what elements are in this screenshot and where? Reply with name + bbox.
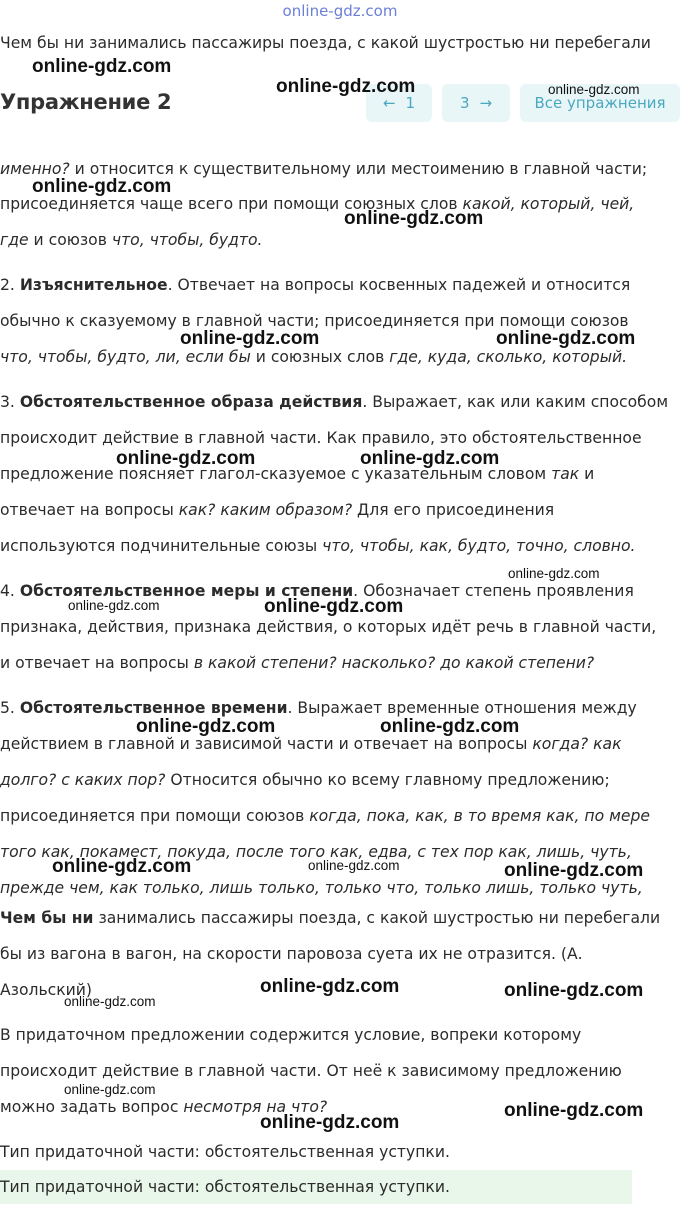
prev-exercise-label: 1 — [405, 94, 416, 112]
watermark: online-gdz.com — [64, 1082, 156, 1097]
watermark: online-gdz.com — [32, 176, 172, 197]
text-line: происходит действие в главной части. Как правило, это обстоятельственное — [0, 429, 642, 447]
text-line: действием в главной и зависимой части и отвечает на вопросы когда? как — [0, 735, 622, 753]
text-line: 3. Обстоятельственное образа действия. Выражает, как или каким способом — [0, 393, 669, 411]
text-line: что, чтобы, будто, ли, если бы и союзных слов где, куда, сколько, который. — [0, 348, 628, 366]
text-line: именно? и относится к существительному или местоимению в главной части; — [0, 160, 648, 178]
watermark: online-gdz.com — [548, 82, 640, 97]
watermark: online-gdz.com — [136, 716, 276, 737]
watermark: online-gdz.com — [504, 860, 644, 881]
text-line: присоединяется чаще всего при помощи союзных слов какой, который, чей, — [0, 195, 635, 213]
answer-box — [0, 1170, 632, 1204]
watermark: online-gdz.com — [260, 976, 400, 997]
site-watermark-top: online-gdz.com — [282, 2, 398, 20]
text-line: прежде чем, как только, лишь только, только что, только лишь, только чуть, — [0, 879, 643, 897]
text-line: присоединяется при помощи союзов когда, пока, как, в то время как, по мере — [0, 807, 650, 825]
text-line: используются подчинительные союзы что, чтобы, как, будто, точно, словно. — [0, 537, 636, 555]
text-line: можно задать вопрос несмотря на что? — [0, 1098, 328, 1116]
watermark: online-gdz.com — [68, 598, 160, 613]
text-line: 2. Изъяснительное. Отвечает на вопросы косвенных падежей и относится — [0, 276, 631, 294]
watermark: online-gdz.com — [380, 716, 520, 737]
text-line: 4. Обстоятельственное меры и степени. Обозначает степень проявления — [0, 582, 634, 600]
watermark: online-gdz.com — [64, 994, 156, 1009]
watermark: online-gdz.com — [504, 1100, 644, 1121]
text-line: где и союзов что, чтобы, будто. — [0, 231, 263, 249]
text-line: Тип придаточной части: обстоятельственная уступки. — [0, 1143, 450, 1161]
watermark: online-gdz.com — [504, 980, 644, 1001]
text-line: 5. Обстоятельственное времени. Выражает временные отношения между — [0, 699, 637, 717]
watermark: online-gdz.com — [496, 328, 636, 349]
page-title: Упражнение 2 — [0, 90, 172, 114]
watermark: online-gdz.com — [52, 856, 192, 877]
watermark: online-gdz.com — [508, 566, 600, 581]
text-line: бы из вагона в вагон, на скорости паровоза суета их не отразится. (А. — [0, 945, 583, 963]
watermark: online-gdz.com — [360, 448, 500, 469]
text-line: отвечает на вопросы как? каким образом? Для его присоединения — [0, 501, 555, 519]
next-exercise-label: 3 — [459, 94, 470, 112]
all-exercises-label: Все упражнения — [534, 94, 666, 112]
text-line: и отвечает на вопросы в какой степени? насколько? до какой степени? — [0, 654, 595, 672]
watermark: online-gdz.com — [260, 1112, 400, 1133]
arrow-left-icon: ← — [382, 94, 396, 112]
text-line: долго? с каких пор? Относится обычно ко всему главному предложению; — [0, 771, 610, 789]
watermark: online-gdz.com — [308, 858, 400, 873]
text-line: обычно к сказуемому в главной части; присоединяется при помощи союзов — [0, 312, 629, 330]
watermark: online-gdz.com — [32, 56, 172, 77]
watermark: online-gdz.com — [180, 328, 320, 349]
answer-text: Тип придаточной части: обстоятельственная уступки. — [0, 1178, 450, 1196]
text-line: В придаточном предложении содержится условие, вопреки которому — [0, 1026, 582, 1044]
watermark: online-gdz.com — [116, 448, 256, 469]
text-line: того как, покамест, покуда, после того как, едва, с тех пор как, лишь, чуть, — [0, 843, 632, 861]
arrow-right-icon: → — [479, 94, 493, 112]
next-exercise-button[interactable] — [442, 84, 510, 122]
text-line: признака, действия, признака действия, о которых идёт речь в главной части, — [0, 618, 657, 636]
watermark: online-gdz.com — [344, 208, 484, 229]
text-line: предложение поясняет глагол-сказуемое с указательным словом так и — [0, 465, 595, 483]
text-line: Чем бы ни занимались пассажиры поезда, с какой шустростью ни перебегали — [0, 34, 651, 52]
text-line: Чем бы ни занимались пассажиры поезда, с какой шустростью ни перебегали — [0, 909, 661, 927]
watermark: online-gdz.com — [264, 596, 404, 617]
text-line: Азольский) — [0, 981, 93, 999]
text-line: происходит действие в главной части. От неё к зависимому предложению — [0, 1062, 622, 1080]
watermark: online-gdz.com — [276, 76, 416, 97]
